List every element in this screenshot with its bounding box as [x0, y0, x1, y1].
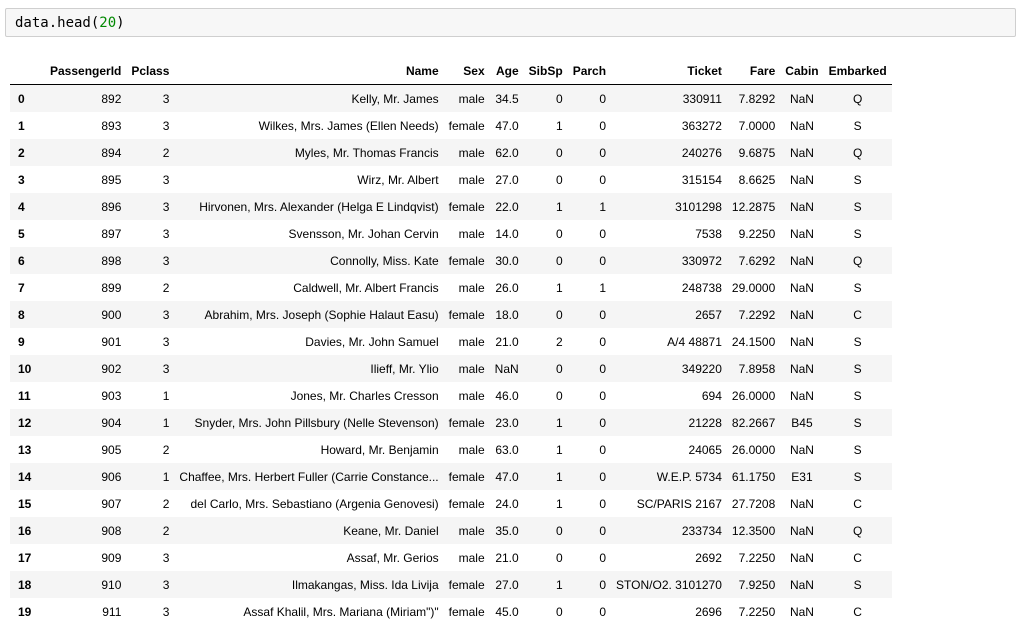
- cell-cabin: NaN: [789, 496, 814, 511]
- table-row: [10, 301, 892, 328]
- cell-pclass: 1: [162, 469, 170, 484]
- code-cell-input[interactable]: [5, 8, 1016, 37]
- cell-pclass: 2: [162, 442, 170, 457]
- cell-parch: 0: [599, 415, 607, 430]
- cell-parch: 0: [599, 442, 607, 457]
- dataframe-body: [10, 85, 892, 626]
- cell-fare: 7.2250: [738, 550, 776, 565]
- cell-name: Myles, Mr. Thomas Francis: [294, 145, 439, 160]
- cell-age: 35.0: [495, 523, 519, 538]
- cell-ticket: 21228: [688, 415, 722, 430]
- cell-parch: 0: [599, 523, 607, 538]
- cell-age: 23.0: [495, 415, 519, 430]
- cell-passengerid: 899: [101, 280, 122, 295]
- cell-sex: male: [458, 361, 485, 376]
- cell-pclass: 3: [162, 577, 170, 592]
- cell-sibsp: 0: [556, 361, 563, 376]
- cell-pclass: 3: [162, 604, 170, 619]
- cell-age: 34.5: [495, 91, 519, 106]
- cell-embarked: S: [853, 118, 862, 133]
- cell-cabin: NaN: [789, 172, 814, 187]
- cell-sex: male: [458, 550, 485, 565]
- cell-passengerid: 906: [101, 469, 122, 484]
- cell-passengerid: 892: [101, 91, 122, 106]
- cell-sex: female: [448, 253, 485, 268]
- cell-pclass: 3: [162, 253, 170, 268]
- cell-embarked: Q: [852, 91, 863, 106]
- cell-parch: 0: [599, 361, 607, 376]
- cell-sibsp: 1: [556, 442, 563, 457]
- cell-name: Kelly, Mr. James: [351, 91, 439, 106]
- cell-embarked: S: [853, 442, 862, 457]
- cell-pclass: 3: [162, 550, 170, 565]
- column-header-sex: Sex: [444, 57, 490, 85]
- column-header-name: Name: [174, 57, 443, 85]
- cell-sex: female: [448, 199, 485, 214]
- column-header-cabin: Cabin: [780, 57, 823, 85]
- row-index: 14: [18, 469, 32, 484]
- cell-ticket: 7538: [695, 226, 722, 241]
- cell-name: Connolly, Miss. Kate: [330, 253, 439, 268]
- cell-ticket: 2692: [695, 550, 722, 565]
- cell-sex: male: [458, 172, 485, 187]
- cell-pclass: 3: [162, 307, 170, 322]
- code-line: [15, 15, 125, 31]
- header-row: [10, 57, 892, 85]
- table-row: [10, 436, 892, 463]
- cell-pclass: 3: [162, 199, 170, 214]
- cell-age: 21.0: [495, 334, 519, 349]
- cell-embarked: S: [853, 388, 862, 403]
- cell-ticket: A/4 48871: [667, 334, 722, 349]
- cell-embarked: Q: [852, 253, 863, 268]
- cell-fare: 27.7208: [731, 496, 776, 511]
- cell-sibsp: 0: [556, 172, 563, 187]
- cell-age: 21.0: [495, 550, 519, 565]
- table-row: [10, 112, 892, 139]
- cell-sibsp: 1: [556, 496, 563, 511]
- cell-passengerid: 905: [101, 442, 122, 457]
- cell-parch: 0: [599, 226, 607, 241]
- cell-embarked: S: [853, 415, 862, 430]
- table-row: [10, 220, 892, 247]
- column-header-pclass: Pclass: [126, 57, 174, 85]
- row-index: 10: [18, 361, 32, 376]
- table-row: [10, 517, 892, 544]
- cell-embarked: C: [853, 307, 862, 322]
- cell-embarked: S: [853, 577, 862, 592]
- cell-ticket: 315154: [681, 172, 722, 187]
- table-row: [10, 166, 892, 193]
- row-index: 3: [18, 172, 25, 187]
- cell-sibsp: 1: [556, 280, 563, 295]
- cell-embarked: S: [853, 280, 862, 295]
- table-row: [10, 409, 892, 436]
- table-row: [10, 571, 892, 598]
- dataframe-header: [10, 57, 892, 85]
- cell-fare: 12.2875: [731, 199, 776, 214]
- cell-name: Wirz, Mr. Albert: [357, 172, 439, 187]
- cell-age: 47.0: [495, 469, 519, 484]
- cell-sibsp: 0: [556, 550, 563, 565]
- cell-sex: male: [458, 226, 485, 241]
- cell-sibsp: 0: [556, 226, 563, 241]
- cell-sex: male: [458, 145, 485, 160]
- row-index: 5: [18, 226, 25, 241]
- cell-passengerid: 911: [102, 604, 122, 619]
- cell-embarked: S: [853, 199, 862, 214]
- cell-embarked: S: [853, 334, 862, 349]
- cell-passengerid: 904: [101, 415, 122, 430]
- cell-embarked: S: [853, 172, 862, 187]
- row-index: 19: [18, 604, 32, 619]
- row-index: 15: [18, 496, 32, 511]
- cell-sibsp: 1: [556, 199, 563, 214]
- cell-parch: 0: [599, 172, 607, 187]
- cell-ticket: 2696: [695, 604, 722, 619]
- cell-sibsp: 0: [556, 307, 563, 322]
- cell-parch: 0: [599, 307, 607, 322]
- cell-pclass: 3: [162, 361, 170, 376]
- cell-name: Ilieff, Mr. Ylio: [370, 361, 439, 376]
- cell-age: 30.0: [495, 253, 519, 268]
- cell-cabin: NaN: [789, 604, 814, 619]
- cell-cabin: NaN: [789, 550, 814, 565]
- column-header-fare: Fare: [727, 57, 780, 85]
- cell-embarked: C: [853, 604, 862, 619]
- table-row: [10, 328, 892, 355]
- table-row: [10, 463, 892, 490]
- cell-name: Ilmakangas, Miss. Ida Livija: [291, 577, 439, 592]
- cell-age: 62.0: [495, 145, 519, 160]
- cell-sibsp: 0: [556, 388, 563, 403]
- cell-ticket: STON/O2. 3101270: [616, 577, 722, 592]
- cell-age: 26.0: [495, 280, 519, 295]
- cell-cabin: NaN: [789, 280, 814, 295]
- row-index: 7: [18, 280, 25, 295]
- cell-sibsp: 1: [556, 415, 563, 430]
- cell-ticket: 240276: [681, 145, 722, 160]
- cell-sex: male: [458, 280, 485, 295]
- cell-cabin: NaN: [789, 523, 814, 538]
- cell-age: 24.0: [495, 496, 519, 511]
- cell-name: Hirvonen, Mrs. Alexander (Helga E Lindqvist): [199, 199, 439, 214]
- cell-embarked: C: [853, 550, 862, 565]
- cell-passengerid: 908: [101, 523, 122, 538]
- cell-name: Snyder, Mrs. John Pillsbury (Nelle Stevenson): [194, 415, 439, 430]
- table-row: [10, 85, 892, 113]
- cell-fare: 9.6875: [738, 145, 776, 160]
- cell-passengerid: 894: [101, 145, 122, 160]
- column-header-ticket: Ticket: [611, 57, 727, 85]
- cell-embarked: Q: [852, 523, 863, 538]
- cell-cabin: NaN: [789, 91, 814, 106]
- cell-sibsp: 0: [556, 91, 563, 106]
- cell-age: 63.0: [495, 442, 519, 457]
- cell-cabin: NaN: [789, 118, 814, 133]
- cell-sex: female: [448, 604, 485, 619]
- cell-parch: 0: [599, 550, 607, 565]
- cell-parch: 0: [599, 604, 607, 619]
- row-index: 8: [18, 307, 25, 322]
- cell-pclass: 3: [162, 226, 170, 241]
- table-row: [10, 598, 892, 625]
- cell-sex: male: [458, 91, 485, 106]
- table-row: [10, 382, 892, 409]
- cell-parch: 0: [599, 469, 607, 484]
- cell-sibsp: 0: [556, 604, 563, 619]
- cell-fare: 7.6292: [738, 253, 776, 268]
- cell-cabin: NaN: [789, 334, 814, 349]
- cell-age: 14.0: [495, 226, 519, 241]
- cell-parch: 0: [599, 145, 607, 160]
- cell-sex: female: [448, 469, 485, 484]
- row-index: 17: [18, 550, 32, 565]
- cell-age: 47.0: [495, 118, 519, 133]
- cell-ticket: 330972: [681, 253, 722, 268]
- cell-pclass: 2: [162, 523, 170, 538]
- cell-ticket: 3101298: [675, 199, 722, 214]
- cell-ticket: 363272: [681, 118, 722, 133]
- cell-sex: female: [448, 415, 485, 430]
- row-index: 6: [18, 253, 25, 268]
- cell-name: Caldwell, Mr. Albert Francis: [293, 280, 439, 295]
- cell-fare: 26.0000: [731, 442, 776, 457]
- cell-passengerid: 896: [101, 199, 122, 214]
- cell-name: Abrahim, Mrs. Joseph (Sophie Halaut Easu): [204, 307, 439, 322]
- cell-sibsp: 0: [556, 523, 563, 538]
- cell-passengerid: 903: [101, 388, 122, 403]
- cell-passengerid: 893: [101, 118, 122, 133]
- cell-fare: 61.1750: [731, 469, 776, 484]
- cell-ticket: 2657: [695, 307, 722, 322]
- cell-age: 18.0: [495, 307, 519, 322]
- cell-ticket: 694: [701, 388, 722, 403]
- cell-passengerid: 895: [101, 172, 122, 187]
- cell-passengerid: 900: [101, 307, 122, 322]
- row-index: 13: [18, 442, 32, 457]
- cell-name: del Carlo, Mrs. Sebastiano (Argenia Genovesi): [190, 496, 439, 511]
- cell-sibsp: 1: [556, 577, 563, 592]
- code-argument: 20: [99, 15, 117, 31]
- cell-fare: 7.8958: [738, 361, 776, 376]
- cell-parch: 0: [599, 118, 607, 133]
- cell-sibsp: 1: [556, 118, 563, 133]
- cell-sibsp: 1: [556, 469, 563, 484]
- cell-cabin: B45: [791, 415, 813, 430]
- table-row: [10, 139, 892, 166]
- cell-cabin: NaN: [789, 577, 814, 592]
- cell-pclass: 2: [162, 145, 170, 160]
- cell-fare: 8.6625: [738, 172, 776, 187]
- row-index: 2: [18, 145, 25, 160]
- table-row: [10, 193, 892, 220]
- cell-embarked: S: [853, 226, 862, 241]
- cell-name: Jones, Mr. Charles Cresson: [290, 388, 439, 403]
- cell-passengerid: 897: [101, 226, 122, 241]
- cell-age: 27.0: [495, 172, 519, 187]
- cell-name: Svensson, Mr. Johan Cervin: [288, 226, 439, 241]
- cell-parch: 1: [599, 280, 607, 295]
- cell-ticket: 248738: [681, 280, 722, 295]
- cell-embarked: Q: [852, 145, 863, 160]
- cell-passengerid: 901: [101, 334, 122, 349]
- cell-ticket: 24065: [688, 442, 722, 457]
- cell-fare: 26.0000: [731, 388, 776, 403]
- cell-name: Assaf Khalil, Mrs. Mariana (Miriam")": [243, 604, 439, 619]
- cell-cabin: NaN: [789, 199, 814, 214]
- table-row: [10, 544, 892, 571]
- cell-sex: male: [458, 523, 485, 538]
- cell-passengerid: 898: [101, 253, 122, 268]
- cell-parch: 0: [599, 91, 607, 106]
- cell-parch: 0: [599, 388, 607, 403]
- cell-name: Chaffee, Mrs. Herbert Fuller (Carrie Constance...: [179, 469, 439, 484]
- table-row: [10, 247, 892, 274]
- cell-ticket: 233734: [681, 523, 722, 538]
- table-row: [10, 274, 892, 301]
- cell-age: 22.0: [495, 199, 519, 214]
- column-header-passengerid: PassengerId: [45, 57, 126, 85]
- row-index: 12: [18, 415, 32, 430]
- cell-passengerid: 907: [101, 496, 122, 511]
- dataframe-table: [10, 57, 892, 625]
- row-index: 0: [18, 91, 25, 106]
- cell-name: Howard, Mr. Benjamin: [320, 442, 439, 457]
- cell-sex: male: [458, 334, 485, 349]
- cell-cabin: E31: [791, 469, 813, 484]
- cell-sex: male: [458, 442, 485, 457]
- table-row: [10, 355, 892, 382]
- cell-fare: 7.2292: [738, 307, 776, 322]
- cell-parch: 0: [599, 577, 607, 592]
- cell-ticket: SC/PARIS 2167: [636, 496, 722, 511]
- column-header-embarked: Embarked: [824, 57, 892, 85]
- cell-sibsp: 2: [556, 334, 563, 349]
- cell-fare: 9.2250: [738, 226, 776, 241]
- cell-sex: female: [448, 307, 485, 322]
- cell-sex: female: [448, 577, 485, 592]
- row-index: 9: [18, 334, 25, 349]
- cell-cabin: NaN: [789, 226, 814, 241]
- cell-cabin: NaN: [789, 253, 814, 268]
- cell-fare: 24.1500: [731, 334, 776, 349]
- cell-fare: 7.2250: [738, 604, 776, 619]
- cell-fare: 82.2667: [731, 415, 776, 430]
- cell-ticket: 349220: [681, 361, 722, 376]
- cell-name: Wilkes, Mrs. James (Ellen Needs): [258, 118, 439, 133]
- column-header-sibsp: SibSp: [524, 57, 568, 85]
- cell-cabin: NaN: [789, 307, 814, 322]
- row-index: 18: [18, 577, 32, 592]
- cell-sibsp: 0: [556, 145, 563, 160]
- cell-pclass: 2: [162, 496, 170, 511]
- cell-ticket: 330911: [682, 91, 722, 106]
- cell-pclass: 2: [162, 280, 170, 295]
- cell-cabin: NaN: [789, 361, 814, 376]
- cell-fare: 29.0000: [731, 280, 776, 295]
- column-header-age: Age: [490, 57, 524, 85]
- cell-parch: 1: [599, 199, 607, 214]
- cell-age: 27.0: [495, 577, 519, 592]
- cell-fare: 12.3500: [731, 523, 776, 538]
- cell-name: Assaf, Mr. Gerios: [346, 550, 439, 565]
- cell-passengerid: 909: [101, 550, 122, 565]
- cell-name: Keane, Mr. Daniel: [343, 523, 439, 538]
- cell-sex: male: [458, 388, 485, 403]
- cell-age: 46.0: [495, 388, 519, 403]
- cell-passengerid: 910: [101, 577, 122, 592]
- cell-pclass: 1: [162, 388, 170, 403]
- row-index: 11: [18, 388, 31, 403]
- cell-sex: female: [448, 118, 485, 133]
- cell-age: NaN: [494, 361, 519, 376]
- cell-embarked: C: [853, 496, 862, 511]
- cell-name: Davies, Mr. John Samuel: [305, 334, 439, 349]
- cell-cabin: NaN: [789, 388, 814, 403]
- column-header-index: [10, 57, 45, 85]
- cell-ticket: W.E.P. 5734: [656, 469, 722, 484]
- code-suffix: ): [116, 15, 125, 31]
- cell-parch: 0: [599, 253, 607, 268]
- cell-cabin: NaN: [789, 145, 814, 160]
- row-index: 4: [18, 199, 25, 214]
- cell-embarked: S: [853, 361, 862, 376]
- cell-sex: female: [448, 496, 485, 511]
- cell-parch: 0: [599, 496, 607, 511]
- table-row: [10, 490, 892, 517]
- cell-age: 45.0: [495, 604, 519, 619]
- cell-fare: 7.8292: [738, 91, 776, 106]
- cell-pclass: 1: [162, 415, 170, 430]
- cell-fare: 7.0000: [738, 118, 776, 133]
- cell-passengerid: 902: [101, 361, 122, 376]
- column-header-parch: Parch: [568, 57, 611, 85]
- row-index: 1: [18, 118, 25, 133]
- code-prefix: data.head(: [15, 15, 100, 31]
- row-index: 16: [18, 523, 32, 538]
- cell-sibsp: 0: [556, 253, 563, 268]
- cell-pclass: 3: [162, 91, 170, 106]
- cell-pclass: 3: [162, 334, 170, 349]
- cell-embarked: S: [853, 469, 862, 484]
- cell-parch: 0: [599, 334, 607, 349]
- cell-pclass: 3: [162, 118, 170, 133]
- cell-fare: 7.9250: [738, 577, 776, 592]
- cell-pclass: 3: [162, 172, 170, 187]
- cell-cabin: NaN: [789, 442, 814, 457]
